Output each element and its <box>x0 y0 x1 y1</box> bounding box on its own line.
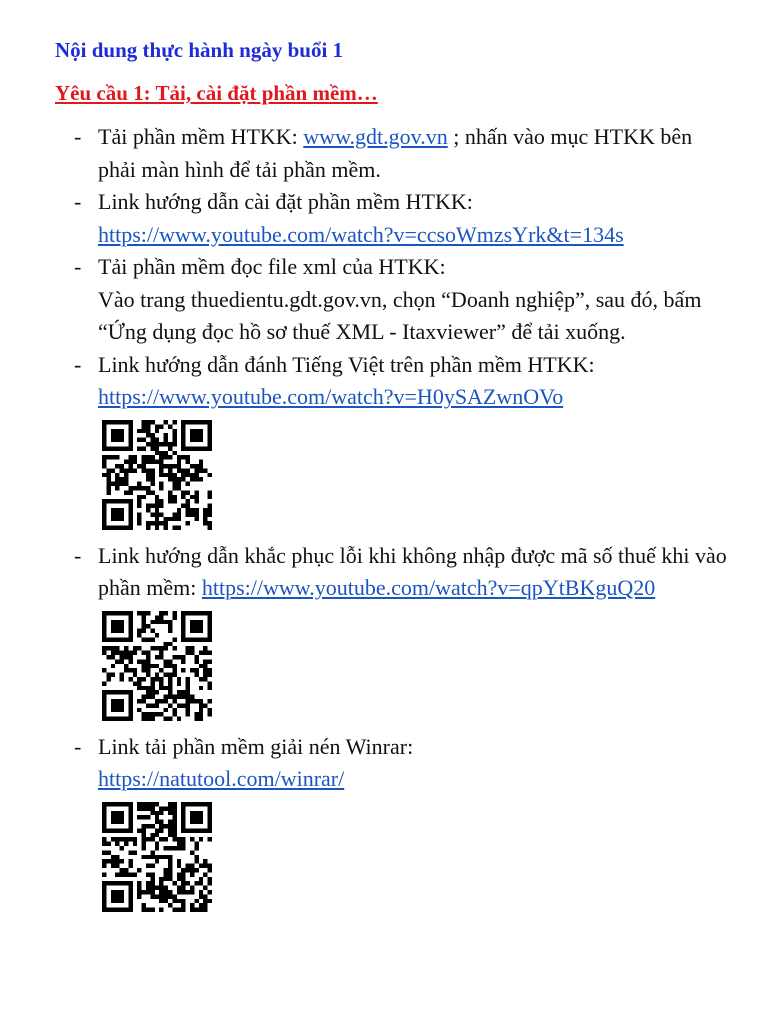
winrar-link[interactable]: https://natutool.com/winrar/ <box>98 766 345 791</box>
bullet-dash: - <box>74 254 82 279</box>
gdt-link[interactable]: www.gdt.gov.vn <box>303 124 448 149</box>
list-item-winrar <box>0 731 768 912</box>
item-text: Link hướng dẫn khắc phục lỗi khi không nhập được mã số thuế khi vào phần mềm: <box>98 542 727 600</box>
instruction-list <box>0 121 768 922</box>
tax-code-fix-link[interactable]: https://www.youtube.com/watch?v=qpYtBKguQ20 <box>201 575 656 600</box>
bullet-dash: - <box>74 542 82 568</box>
bullet-dash: - <box>74 124 82 149</box>
page-title: Nội dung thực hành ngày buổi 1 <box>55 38 344 62</box>
list-item-download-htkk <box>0 121 768 186</box>
item-text-detail: Vào trang thuedientu.gdt.gov.vn, chọn “Doanh nghiệp”, sau đó, bấm “Ứng dụng đọc hồ sơ thuế XML - Itaxviewer” để tải xuống. <box>98 286 702 344</box>
item-text: Tải phần mềm HTKK: <box>98 124 304 149</box>
list-item-xml-reader <box>0 251 768 349</box>
item-text: Link hướng dẫn cài đặt phần mềm HTKK: <box>98 189 473 214</box>
bullet-dash: - <box>74 733 82 759</box>
section-heading: Yêu cầu 1: Tải, cài đặt phần mềm… <box>55 81 378 105</box>
item-text: Link hướng dẫn đánh Tiếng Việt trên phần mềm HTKK: <box>98 351 595 377</box>
item-text: Link tải phần mềm giải nén Winrar: <box>98 733 414 759</box>
qr-code-tax-code-fix <box>102 611 212 721</box>
item-text: Tải phần mềm đọc file xml của HTKK: <box>98 254 446 279</box>
list-item-install-guide <box>0 186 768 251</box>
item-text-after: ; nhấn vào mục HTKK bên phải màn hình để tải phần mềm. <box>98 124 693 182</box>
bullet-dash: - <box>74 351 82 377</box>
vietnamese-typing-link[interactable]: https://www.youtube.com/watch?v=H0ySAZwnOVo <box>98 384 564 409</box>
list-item-vietnamese-typing <box>0 349 768 530</box>
bullet-dash: - <box>74 189 82 214</box>
install-guide-link[interactable]: https://www.youtube.com/watch?v=ccsoWmzsYrk&t=134s <box>98 221 624 247</box>
list-item-tax-code-fix <box>0 540 768 721</box>
qr-code-vietnamese-typing <box>102 420 212 530</box>
qr-code-winrar <box>102 802 212 912</box>
